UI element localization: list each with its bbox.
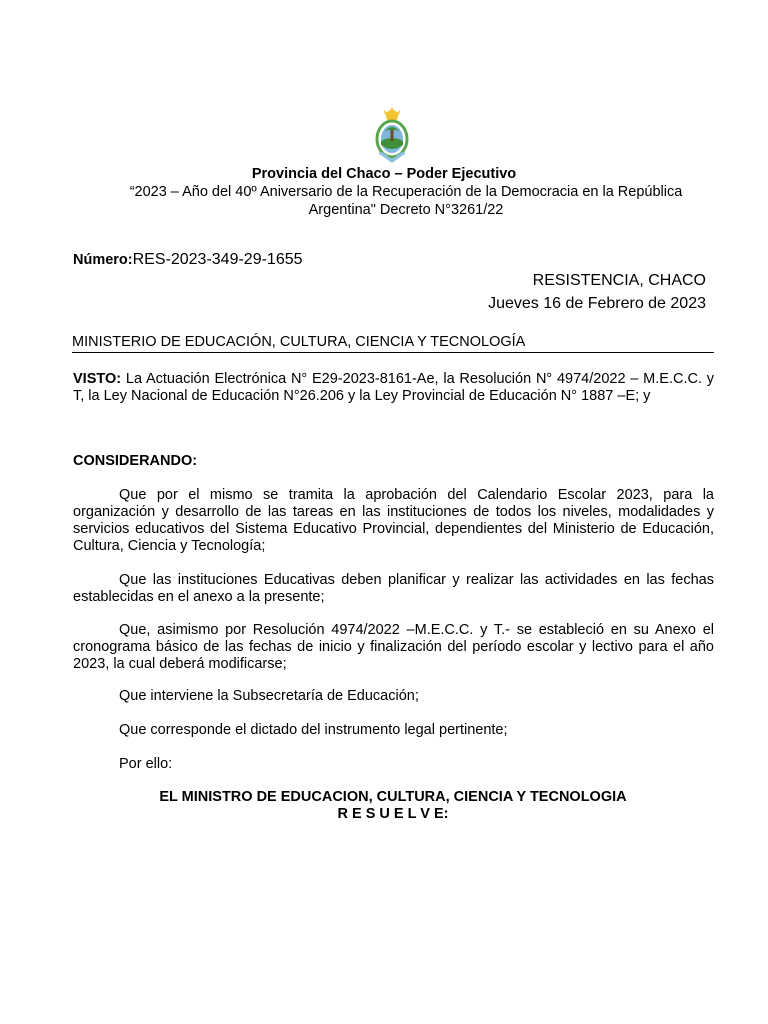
- visto-text: La Actuación Electrónica N° E29-2023-8161-Ae, la Resolución N° 4974/2022 – M.E.C.C. y T, la Ley Nacional de Educación N°26.206 y la Ley Provincial de Educación N° 1887 –E; y: [73, 371, 715, 404]
- considerando-paragraph: Que interviene la Subsecretaría de Educación;: [119, 688, 419, 704]
- header-title: Provincia del Chaco – Poder Ejecutivo: [251, 166, 517, 182]
- header-motto-line: Argentina" Decreto N°3261/22: [308, 202, 504, 218]
- considerando-paragraph: Que por el mismo se tramita la aprobación del Calendario Escolar 2023, para la organización y desarrollo de las tareas en las instituciones de todos los niveles, modalidades y servicios educativos del Sistema Educativo Provincial, dependientes del Ministerio de Educación, Cultura, Ciencia y Tecnología;: [73, 487, 714, 554]
- considerando-paragraph: Que, asimismo por Resolución 4974/2022 –M.E.C.C. y T.- se estableció en su Anexo el cronograma básico de las fechas de inicio y finalización del período escolar y lectivo para el año 2023, la cual deberá modificarse;: [73, 622, 714, 672]
- chaco-coat-of-arms-icon: [372, 107, 412, 165]
- considerando-paragraph: Que las instituciones Educativas deben planificar y realizar las actividades en las fechas establecidas en el anexo a la presente;: [73, 572, 714, 605]
- date: Jueves 16 de Febrero de 2023: [488, 295, 706, 312]
- resolution-number: [73, 251, 303, 269]
- resolution-number-value: RES-2023-349-29-1655: [132, 251, 303, 268]
- considerando-paragraph: Que corresponde el dictado del instrumento legal pertinente;: [119, 722, 508, 738]
- visto-label: VISTO:: [73, 371, 122, 387]
- considerando-paragraph: Por ello:: [119, 756, 173, 772]
- resuelve-heading: R E S U E L V E:: [337, 806, 449, 822]
- location: RESISTENCIA, CHACO: [532, 272, 706, 289]
- header-motto: [60, 183, 752, 219]
- considerando-heading: CONSIDERANDO:: [73, 453, 198, 469]
- visto-paragraph: [73, 371, 714, 405]
- minister-heading: EL MINISTRO DE EDUCACION, CULTURA, CIENCIA Y TECNOLOGIA: [159, 789, 627, 805]
- header-motto-line: “2023 – Año del 40º Aniversario de la Recuperación de la Democracia en la República: [129, 184, 683, 200]
- resolution-number-label: Número:: [73, 252, 133, 268]
- ministry-name: MINISTERIO DE EDUCACIÓN, CULTURA, CIENCIA Y TECNOLOGÍA: [72, 334, 714, 353]
